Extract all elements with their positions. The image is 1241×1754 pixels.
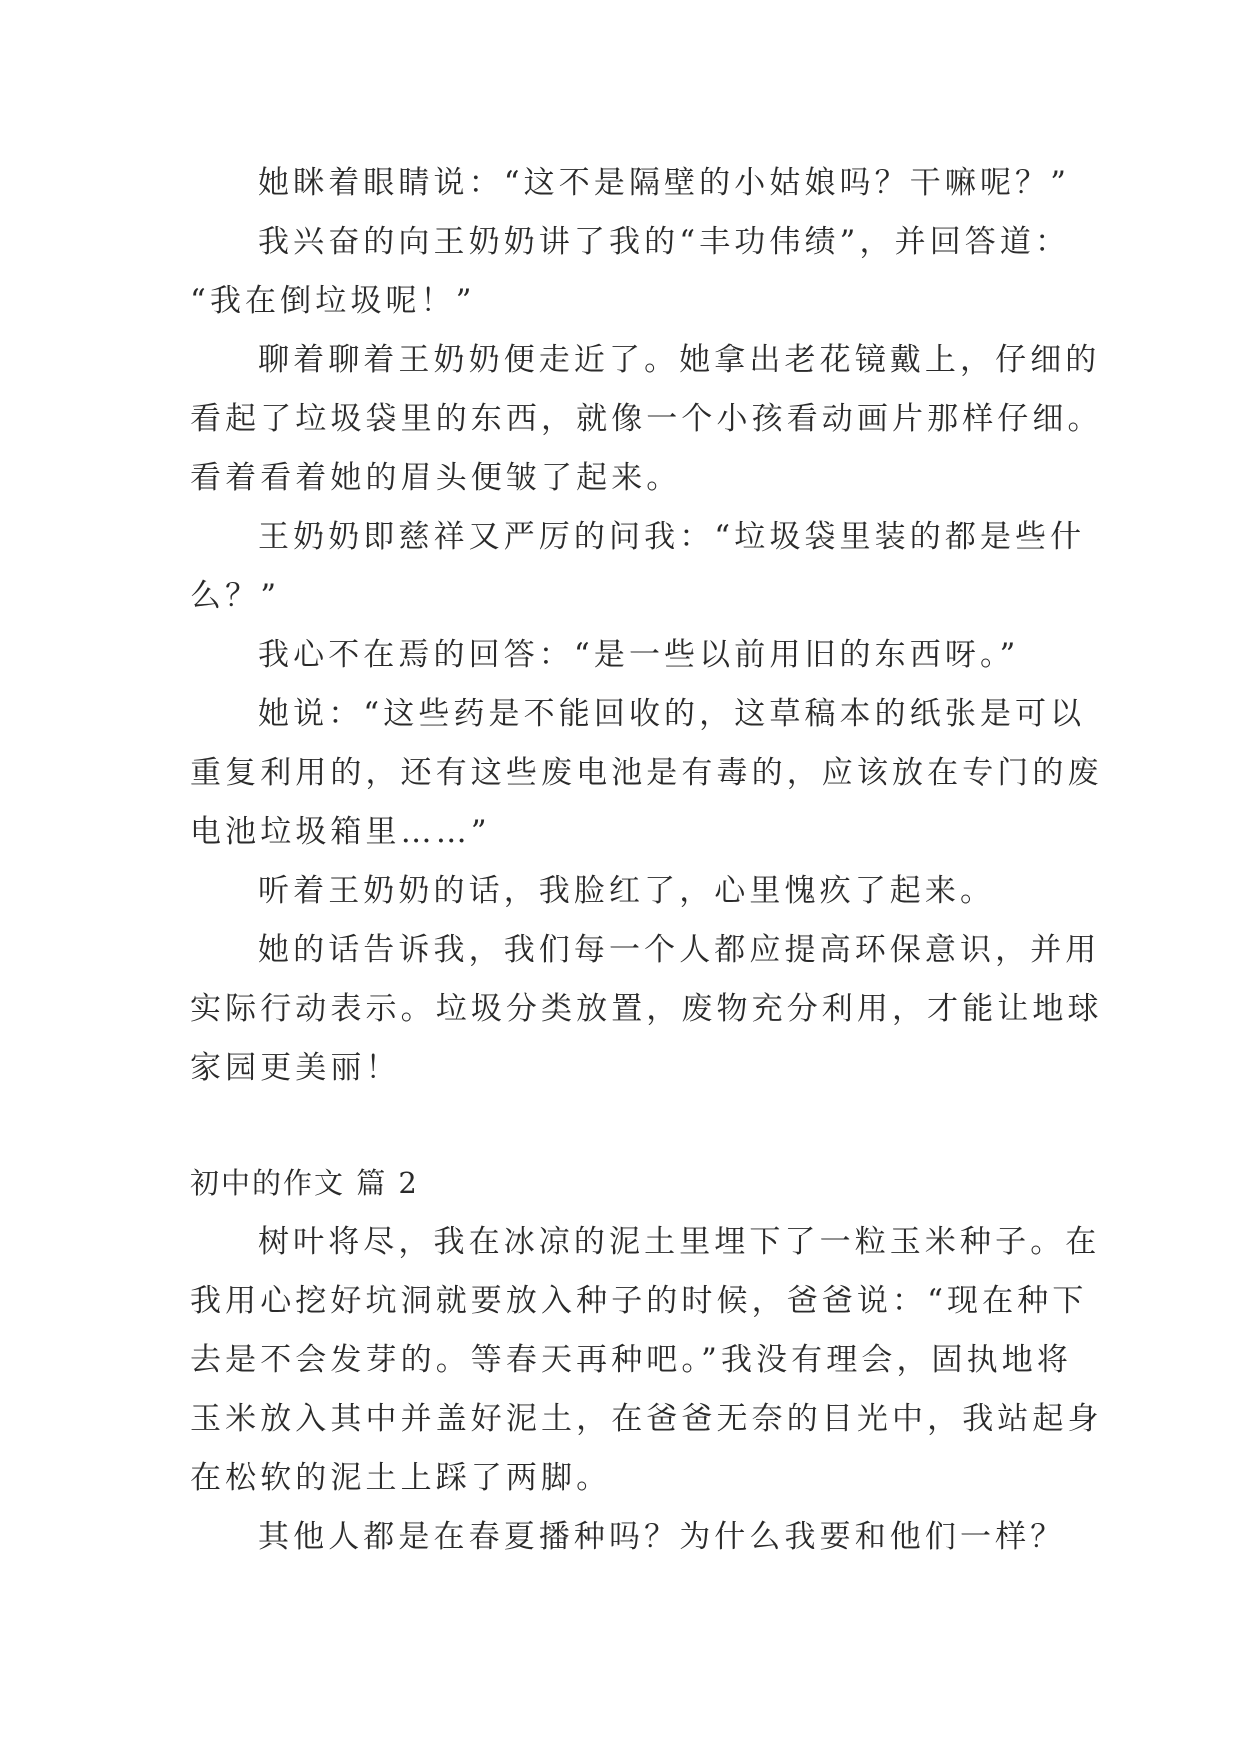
paragraph-line: 我兴奋的向王奶奶讲了我的“丰功伟绩”，并回答道： <box>258 224 1071 260</box>
paragraph-line: 聊着聊着王奶奶便走近了。她拿出老花镜戴上，仔细的 <box>258 342 1101 378</box>
paragraph-line: 玉米放入其中并盖好泥土，在爸爸无奈的目光中，我站起身 <box>190 1401 1103 1437</box>
section-heading: 初中的作文 篇 2 <box>190 1166 419 1200</box>
paragraph-line: 其他人都是在春夏播种吗？为什么我要和他们一样？ <box>258 1519 1066 1555</box>
paragraph-line: 她说：“这些药是不能回收的，这草稿本的纸张是可以 <box>258 696 1086 732</box>
paragraph-line: 重复利用的，还有这些废电池是有毒的，应该放在专门的废 <box>190 755 1103 791</box>
paragraph-line: 电池垃圾箱里……” <box>190 814 491 850</box>
paragraph-line: 看起了垃圾袋里的东西，就像一个小孩看动画片那样仔细。 <box>190 401 1103 437</box>
paragraph-line: “我在倒垃圾呢！” <box>190 283 476 319</box>
paragraph-line: 去是不会发芽的。等春天再种吧。”我没有理会，固执地将 <box>190 1342 1072 1378</box>
paragraph-line: 王奶奶即慈祥又严厉的问我：“垃圾袋里装的都是些什 <box>258 519 1086 555</box>
paragraph-line: 实际行动表示。垃圾分类放置，废物充分利用，才能让地球 <box>190 991 1103 1027</box>
paragraph-line: 家园更美丽！ <box>190 1050 401 1086</box>
paragraph-line: 在松软的泥土上踩了两脚。 <box>190 1460 612 1496</box>
paragraph-line: 听着王奶奶的话，我脸红了，心里愧疚了起来。 <box>258 873 996 909</box>
paragraph-line: 她的话告诉我，我们每一个人都应提高环保意识，并用 <box>258 932 1101 968</box>
paragraph-line: 我心不在焉的回答：“是一些以前用旧的东西呀。” <box>258 637 1020 673</box>
paragraph-line: 她眯着眼睛说：“这不是隔壁的小姑娘吗？干嘛呢？” <box>258 165 1071 201</box>
paragraph-line: 么？” <box>190 578 281 614</box>
paragraph-line: 看着看着她的眉头便皱了起来。 <box>190 460 682 496</box>
paragraph-line: 树叶将尽，我在冰凉的泥土里埋下了一粒玉米种子。在 <box>258 1224 1101 1260</box>
paragraph-line: 我用心挖好坑洞就要放入种子的时候，爸爸说：“现在种下 <box>190 1283 1088 1319</box>
